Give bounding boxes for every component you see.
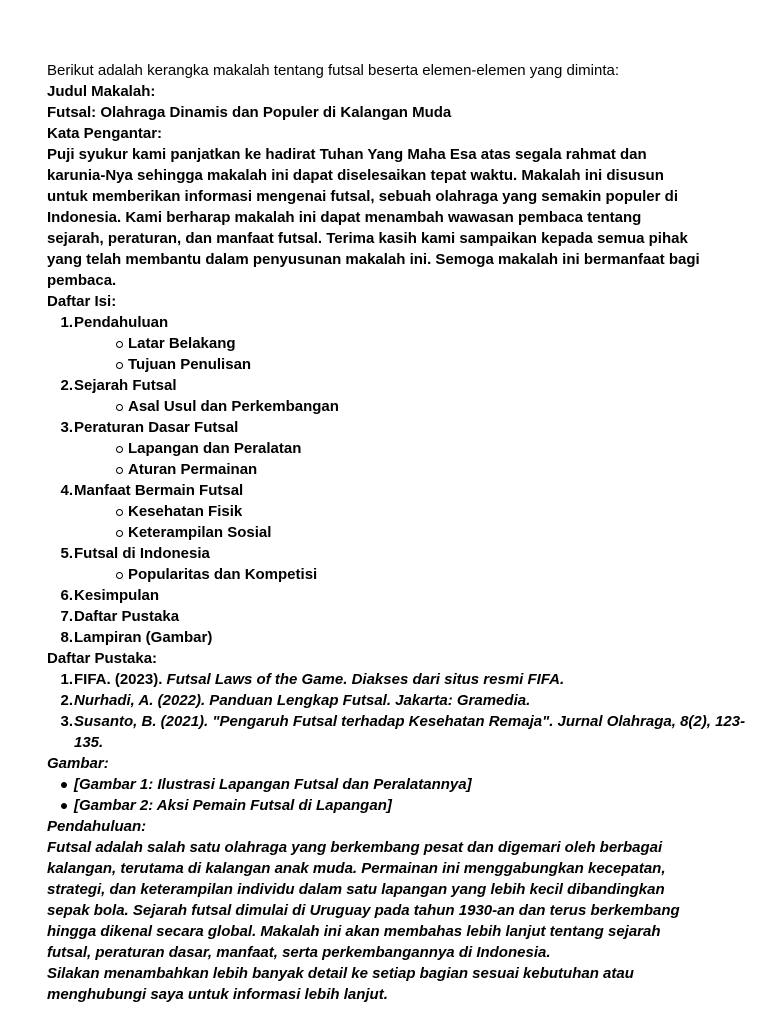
judul-heading: Judul Makalah: [47, 83, 156, 100]
toc-number: 4. [60, 482, 73, 499]
pendahuluan-heading: Pendahuluan: [47, 818, 147, 835]
toc-subitem: Aturan Permainan [74, 459, 757, 480]
reference-item [47, 711, 757, 753]
toc-item [47, 585, 757, 606]
daftar-isi-heading: Daftar Isi: [47, 293, 117, 310]
pengantar-line: sejarah, peraturan, dan manfaat futsal. Terima kasih kami sampaikan kepada semua pihak [47, 230, 688, 247]
reference-author: FIFA. (2023). [74, 671, 167, 688]
pustaka-list [47, 669, 757, 753]
gambar-list [47, 774, 757, 816]
pengantar-line: untuk memberikan informasi mengenai futsal, sebuah olahraga yang semakin populer di [47, 188, 678, 205]
toc-item [47, 480, 757, 543]
pengantar-body [47, 144, 757, 291]
toc-number: 7. [60, 608, 73, 625]
reference-item [47, 690, 757, 711]
pendahuluan-line: strategi, dan keterampilan individu dalam satu lapangan yang lebih kecil dibandingkan [47, 881, 665, 898]
figure-item: [Gambar 2: Aksi Pemain Futsal di Lapangan] [47, 795, 757, 816]
reference-number: 3. [60, 713, 73, 730]
gambar-heading: Gambar: [47, 755, 109, 772]
pengantar-line: pembaca. [47, 272, 117, 289]
closing-line: menghubungi saya untuk informasi lebih lanjut. [47, 986, 388, 1003]
pengantar-line: karunia-Nya sehingga makalah ini dapat diselesaikan tepat waktu. Makalah ini disusun [47, 167, 664, 184]
intro-text: Berikut adalah kerangka makalah tentang futsal beserta elemen-elemen yang diminta: [47, 62, 620, 79]
toc-item [47, 312, 757, 375]
pendahuluan-line: futsal, peraturan dasar, manfaat, serta perkembangannya di Indonesia. [47, 944, 551, 961]
pengantar-heading: Kata Pengantar: [47, 125, 163, 142]
toc-label: Peraturan Dasar Futsal [74, 419, 239, 436]
reference-number: 2. [60, 692, 73, 709]
toc-number: 6. [60, 587, 73, 604]
reference-item [47, 669, 757, 690]
pustaka-heading: Daftar Pustaka: [47, 650, 158, 667]
reference-title: Susanto, B. (2021). "Pengaruh Futsal terhadap Kesehatan Remaja". Jurnal Olahraga, 8(2), 123-135. [74, 713, 746, 751]
pendahuluan-line: kalangan, terutama di kalangan anak muda. Permainan ini menggabungkan kecepatan, [47, 860, 666, 877]
pendahuluan-line: sepak bola. Sejarah futsal dimulai di Uruguay pada tahun 1930-an dan terus berkembang [47, 902, 680, 919]
toc-label: Manfaat Bermain Futsal [74, 482, 244, 499]
toc-subitem: Popularitas dan Kompetisi [74, 564, 757, 585]
toc-label: Lampiran (Gambar) [74, 629, 213, 646]
toc-label: Daftar Pustaka [74, 608, 180, 625]
toc-item [47, 543, 757, 585]
pendahuluan-line: Futsal adalah salah satu olahraga yang berkembang pesat dan digemari oleh berbagai [47, 839, 663, 856]
reference-title: Futsal Laws of the Game. Diakses dari situs resmi FIFA. [166, 671, 565, 688]
toc-item [47, 606, 757, 627]
toc-label: Sejarah Futsal [74, 377, 177, 394]
toc-item [47, 627, 757, 648]
closing-note [47, 963, 757, 1005]
toc-subitem: Kesehatan Fisik [74, 501, 757, 522]
closing-line: Silakan menambahkan lebih banyak detail ke setiap bagian sesuai kebutuhan atau [47, 965, 634, 982]
pengantar-line: Indonesia. Kami berharap makalah ini dapat menambah wawasan pembaca tentang [47, 209, 642, 226]
toc-subitem: Asal Usul dan Perkembangan [74, 396, 757, 417]
toc-number: 5. [60, 545, 73, 562]
toc-number: 1. [60, 314, 73, 331]
figure-item: [Gambar 1: Ilustrasi Lapangan Futsal dan Peralatannya] [47, 774, 757, 795]
reference-title: Nurhadi, A. (2022). Panduan Lengkap Futsal. Jakarta: Gramedia. [74, 692, 531, 709]
toc-subitem: Latar Belakang [74, 333, 757, 354]
toc-subitem: Lapangan dan Peralatan [74, 438, 757, 459]
pengantar-line: yang telah membantu dalam penyusunan makalah ini. Semoga makalah ini bermanfaat bagi [47, 251, 700, 268]
pendahuluan-body [47, 837, 757, 963]
toc-number: 8. [60, 629, 73, 646]
toc-label: Pendahuluan [74, 314, 169, 331]
judul-text: Futsal: Olahraga Dinamis dan Populer di Kalangan Muda [47, 104, 452, 121]
toc-item [47, 417, 757, 480]
toc-label: Kesimpulan [74, 587, 160, 604]
toc-subitem: Keterampilan Sosial [74, 522, 757, 543]
reference-number: 1. [60, 671, 73, 688]
pengantar-line: Puji syukur kami panjatkan ke hadirat Tuhan Yang Maha Esa atas segala rahmat dan [47, 146, 647, 163]
toc-label: Futsal di Indonesia [74, 545, 210, 562]
toc-item [47, 375, 757, 417]
pendahuluan-line: hingga dikenal secara global. Makalah ini akan membahas lebih lanjut tentang sejarah [47, 923, 661, 940]
toc-number: 2. [60, 377, 73, 394]
toc-subitem: Tujuan Penulisan [74, 354, 757, 375]
daftar-isi-list [47, 312, 757, 648]
toc-number: 3. [60, 419, 73, 436]
